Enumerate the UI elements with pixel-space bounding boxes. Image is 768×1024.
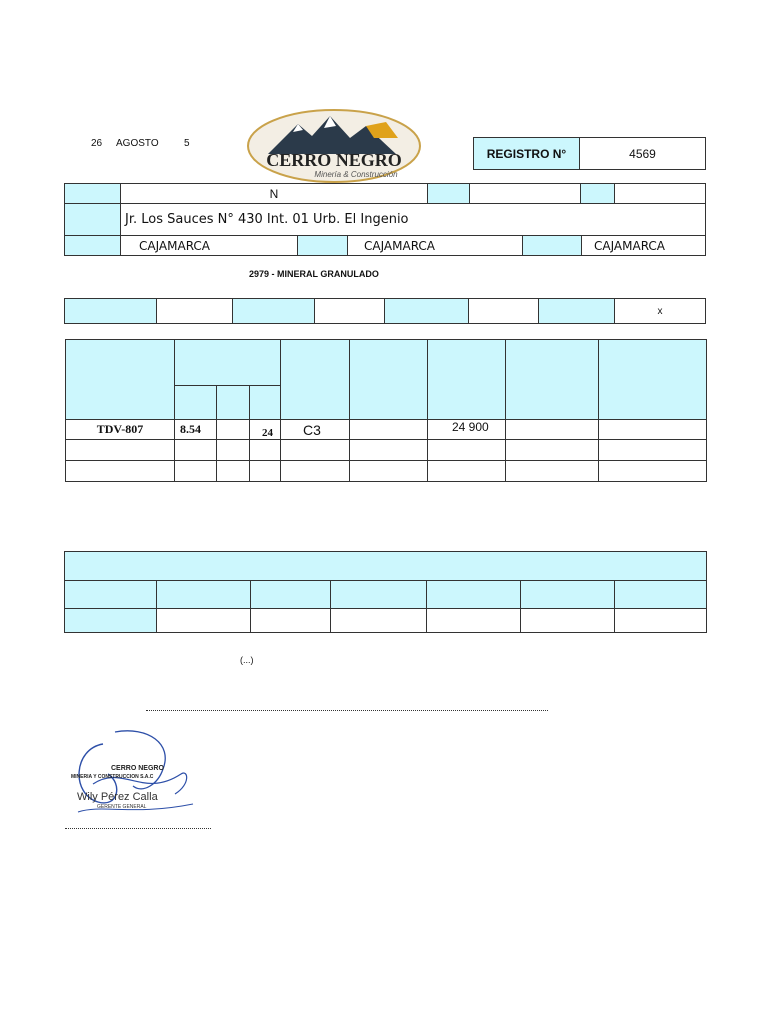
ellipsis-text: (...) (240, 655, 254, 665)
table2-cell (614, 608, 707, 633)
table-cell (65, 439, 175, 461)
table-subheader-cell (174, 385, 217, 420)
logo-text: CERRO NEGRO (266, 150, 402, 170)
table-cell (598, 439, 707, 461)
stamp-company-line2: MINERIA Y CONSTRUCCION S.A.C (71, 774, 154, 780)
table2-header-cell (426, 580, 521, 609)
table-cell (280, 439, 350, 461)
date-month: AGOSTO (116, 138, 159, 149)
location-1: CAJAMARCA (120, 235, 298, 256)
table2-cell (250, 608, 331, 633)
option-value-cell (314, 298, 385, 324)
option-value-cell (156, 298, 233, 324)
info-label-cell (580, 183, 615, 204)
table-cell (598, 460, 707, 482)
table2-cell (426, 608, 521, 633)
table-header-cell (505, 339, 599, 420)
table-cell (349, 439, 428, 461)
option-value-cell (468, 298, 539, 324)
table-cell (249, 460, 281, 482)
stamp-title: GERENTE GENERAL (97, 804, 147, 810)
product-line: 2979 - MINERAL GRANULADO (249, 269, 379, 279)
dotted-line (146, 710, 548, 711)
table2-header-cell (250, 580, 331, 609)
table-cell (216, 460, 250, 482)
table-cell (174, 439, 217, 461)
table-cell: 24 (249, 419, 281, 440)
table-cell (174, 460, 217, 482)
table-cell (598, 419, 707, 440)
stamp-name: Wily Pérez Calla (77, 791, 158, 803)
table2-row-label-cell (64, 608, 157, 633)
table-cell (427, 439, 506, 461)
table-cell (349, 460, 428, 482)
table-header-cell (598, 339, 707, 420)
address-value: Jr. Los Sauces N° 430 Int. 01 Urb. El Ingenio (120, 203, 706, 236)
table-cell (349, 419, 428, 440)
option-label-cell (384, 298, 469, 324)
date-year: 5 (184, 138, 190, 149)
info-label-cell (427, 183, 470, 204)
option-label-cell (538, 298, 615, 324)
table-cell: 8.54 (174, 419, 217, 440)
info-row1-value: N (120, 183, 428, 204)
table-header-cell (174, 339, 281, 386)
table-cell (216, 439, 250, 461)
info-value-cell (469, 183, 581, 204)
option-mark: x (614, 298, 706, 324)
location-2: CAJAMARCA (347, 235, 523, 256)
table2-header-cell (614, 580, 707, 609)
table2-header-cell (156, 580, 251, 609)
table2-cell (520, 608, 615, 633)
table2-cell (330, 608, 427, 633)
signature-stamp (63, 724, 198, 822)
table-cell (65, 460, 175, 482)
table2-title-cell (64, 551, 707, 581)
registro-label: REGISTRO N° (473, 137, 580, 170)
table-cell (505, 439, 599, 461)
location-3: CAJAMARCA (581, 235, 706, 256)
table2-header-cell (520, 580, 615, 609)
signature-line (65, 828, 211, 829)
company-logo (246, 108, 422, 184)
info-value-cell (614, 183, 706, 204)
table-header-cell (349, 339, 428, 420)
table-header-cell (280, 339, 350, 420)
info-label-cell (64, 235, 121, 256)
info-label-cell (297, 235, 348, 256)
table-cell (427, 460, 506, 482)
table-header-cell (65, 339, 175, 420)
table-cell-plate: TDV-807 (65, 419, 175, 440)
table-cell (280, 460, 350, 482)
table-cell (216, 419, 250, 440)
info-label-cell (64, 203, 121, 236)
logo-subtext: Minería & Construcción (314, 170, 398, 179)
table-cell (505, 419, 599, 440)
table2-header-cell (330, 580, 427, 609)
table-cell (249, 439, 281, 461)
table-subheader-cell (249, 385, 281, 420)
info-label-cell (64, 183, 121, 204)
stamp-company-line1: CERRO NEGRO (111, 765, 164, 772)
table-cell: 24 900 (427, 419, 506, 440)
option-label-cell (232, 298, 315, 324)
registro-value: 4569 (579, 137, 706, 170)
table-subheader-cell (216, 385, 250, 420)
table-cell: C3 (280, 419, 350, 440)
table2-header-cell (64, 580, 157, 609)
table-cell (505, 460, 599, 482)
option-label-cell (64, 298, 157, 324)
info-label-cell (522, 235, 582, 256)
table-header-cell (427, 339, 506, 420)
table2-cell (156, 608, 251, 633)
date-day: 26 (91, 138, 103, 149)
